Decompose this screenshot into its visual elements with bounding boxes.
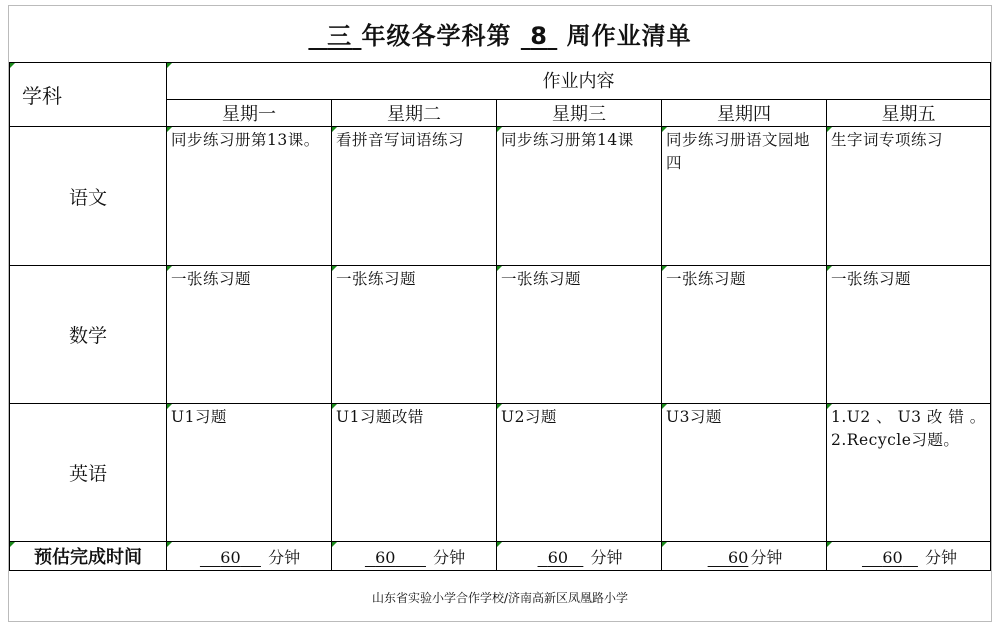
time-row: [10, 542, 991, 571]
homework-cell: 生字词专项练习: [827, 127, 991, 266]
title-grade: 三: [327, 22, 353, 50]
minutes-unit: 分钟: [925, 547, 958, 567]
estimated-time-cell: [167, 542, 332, 571]
title-week: 8: [530, 22, 548, 50]
minutes-unit: 分钟: [433, 547, 466, 567]
minutes-value: 60: [220, 547, 241, 567]
table-row: [10, 127, 991, 266]
day-header: 星期四: [662, 100, 827, 127]
title-suffix: 周作业清单: [566, 22, 692, 50]
minutes-unit: 分钟: [268, 547, 301, 567]
homework-table: [9, 62, 991, 571]
day-header: 星期五: [827, 100, 991, 127]
homework-cell: 同步练习册第13课。: [167, 127, 332, 266]
minutes-value: 60: [727, 547, 749, 567]
school-footer: 山东省实验小学合作学校/济南高新区凤凰路小学: [371, 591, 629, 605]
estimated-time-cell: [497, 542, 662, 571]
content-header: 作业内容: [167, 63, 991, 100]
homework-cell: U1习题: [167, 404, 332, 542]
homework-cell: 一张练习题: [332, 266, 497, 404]
homework-cell: 一张练习题: [497, 266, 662, 404]
estimated-time-label: 预估完成时间: [10, 542, 167, 571]
subject-english: 英语: [10, 404, 167, 542]
homework-cell: 一张练习题: [662, 266, 827, 404]
minutes-value: 60: [547, 547, 569, 567]
day-header: 星期一: [167, 100, 332, 127]
table-row: [10, 266, 991, 404]
homework-cell: 同步练习册语文园地四: [662, 127, 827, 266]
homework-cell: U2习题: [497, 404, 662, 542]
subject-chinese: 语文: [10, 127, 167, 266]
estimated-time-cell: [827, 542, 991, 571]
homework-cell: 同步练习册第14课: [497, 127, 662, 266]
title-prefix: 年级各学科第: [361, 22, 512, 50]
homework-cell: 1.U2 、 U3 改 错 。2.Recycle习题。: [827, 404, 991, 542]
minutes-value: 60: [882, 547, 903, 567]
subject-math: 数学: [10, 266, 167, 404]
homework-cell: 看拼音写词语练习: [332, 127, 497, 266]
minutes-value: 60: [375, 547, 396, 567]
homework-cell: U3习题: [662, 404, 827, 542]
subject-header: 学科: [10, 63, 167, 127]
estimated-time-cell: [332, 542, 497, 571]
estimated-time-cell: [662, 542, 827, 571]
minutes-unit: 分钟: [590, 547, 623, 567]
page-title: [0, 16, 1000, 51]
minutes-unit: 分钟: [750, 547, 783, 567]
homework-cell: 一张练习题: [827, 266, 991, 404]
day-header: 星期三: [497, 100, 662, 127]
homework-cell: U1习题改错: [332, 404, 497, 542]
homework-cell: 一张练习题: [167, 266, 332, 404]
day-header: 星期二: [332, 100, 497, 127]
table-row: [10, 404, 991, 542]
